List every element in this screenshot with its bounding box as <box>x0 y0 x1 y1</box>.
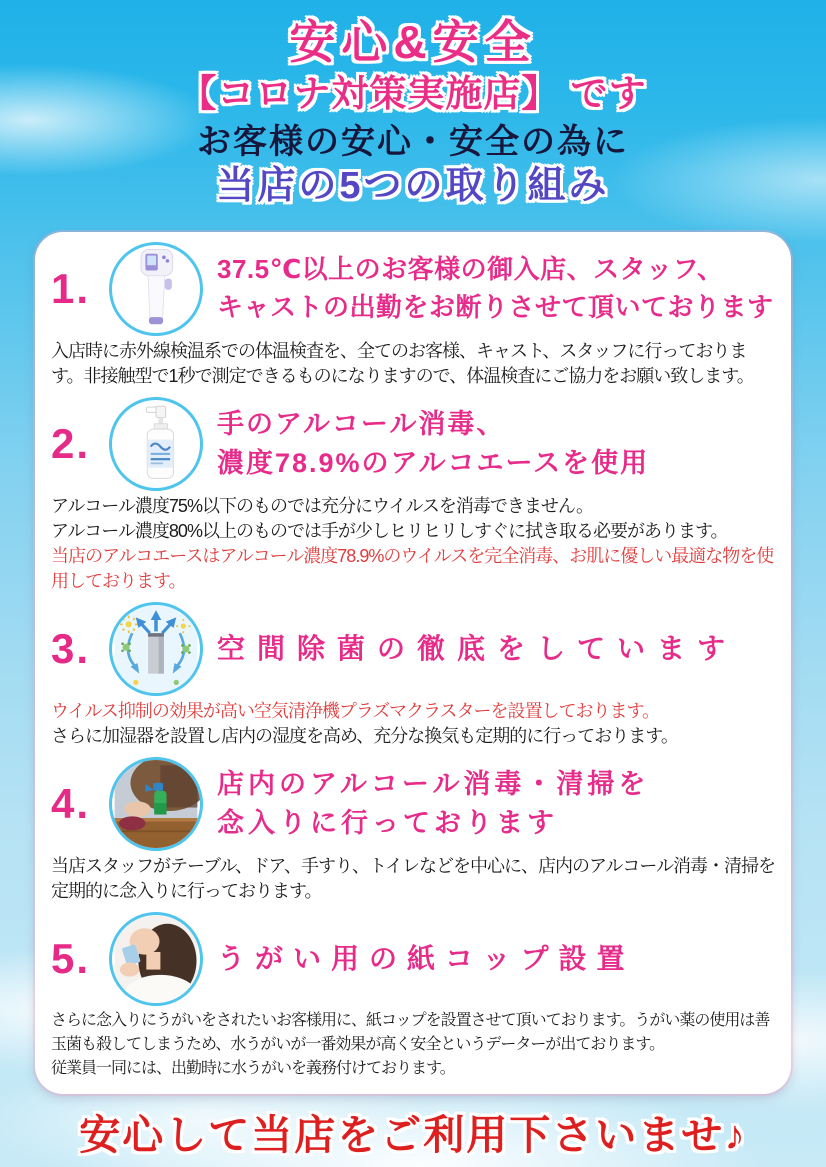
item-5-header <box>51 912 775 1006</box>
item-3-heading-line1: 空間除菌の徹底をしています <box>217 632 738 664</box>
item-3-body <box>51 699 775 749</box>
item-3-paragraph-2: さらに加湿器を設置し店内の湿度を高め、充分な換気も定期的に行っております。 <box>51 726 678 746</box>
item-5-number: 5. <box>51 935 91 982</box>
item-2-body <box>51 494 775 594</box>
item-4-heading-line2: 念入りに行っております <box>217 808 558 838</box>
header-title-line2: 【コロナ対策実施店】 です <box>179 72 647 114</box>
item-3-heading <box>217 629 737 670</box>
item-5-heading <box>217 939 634 980</box>
item-4-body <box>51 854 775 904</box>
item-2-header <box>51 397 775 491</box>
measures-card <box>35 232 791 1094</box>
item-5-paragraph-1: さらに念入りにうがいをされたいお客様用に、紙コップを設置させて頂いております。うがい薬の使用は善玉菌も殺してしまうため、水うがいが一番効果が高く安全というデーターが出ております。 <box>51 1012 770 1053</box>
item-3-number: 3. <box>51 625 91 672</box>
measure-item-air-purification <box>51 602 775 749</box>
item-1-header <box>51 242 775 336</box>
item-4-number: 4. <box>51 780 91 827</box>
item-3-paragraph-1-red: ウイルス抑制の効果が高い空気清浄機プラズマクラスターを設置しております。 <box>51 701 660 721</box>
item-1-heading-line2: キャストの出勤をお断りさせて頂いております <box>217 292 774 322</box>
header <box>0 16 826 208</box>
item-2-paragraph-2: アルコール濃度80%以上のものでは手が少しヒリヒリしすぐに拭き取る必要があります。 <box>51 521 728 541</box>
item-5-paragraph-2: 従業員一同には、出勤時に水うがいを義務付けております。 <box>51 1060 455 1077</box>
item-2-heading-line1: 手のアルコール消毒、 <box>217 408 506 439</box>
item-4-heading <box>217 765 649 843</box>
item-2-paragraph-3-red: 当店のアルコエースはアルコール濃度78.9%のウイルスを完全消毒、お肌に優しい最適な物を使用しております。 <box>51 546 774 591</box>
header-tagline: 当店の5つの取り組み <box>216 164 610 207</box>
item-2-paragraph-1: アルコール濃度75%以下のものでは充分にウイルスを消毒できません。 <box>51 496 593 516</box>
item-5-heading-line1: うがい用の紙コップ設置 <box>217 942 635 974</box>
measure-item-gargle-cups <box>51 912 775 1081</box>
measure-item-hand-sanitizer <box>51 397 775 594</box>
item-1-heading <box>217 251 774 326</box>
item-3-header <box>51 602 775 696</box>
header-subtitle: お客様の安心・安全の為に <box>197 124 629 162</box>
item-1-body <box>51 339 775 389</box>
item-2-heading <box>217 405 649 483</box>
gargling-photo <box>109 912 203 1006</box>
air-purifier-icon <box>109 602 203 696</box>
alcohol-pump-bottle-icon <box>109 397 203 491</box>
footer-message: 安心して当店をご利用下さいませ♪ <box>79 1112 747 1158</box>
header-title-line1: 安心&安全 <box>289 16 537 68</box>
item-1-number: 1. <box>51 265 91 312</box>
item-1-paragraph: 入店時に赤外線検温系での体温検査を、全てのお客様、キャスト、スタッフに行っております。非接触型で1秒で測定できるものになりますので、体温検査にご協力をお願い致します。 <box>51 341 754 386</box>
measure-item-store-cleaning <box>51 757 775 904</box>
item-2-number: 2. <box>51 420 91 467</box>
item-4-paragraph: 当店スタッフがテーブル、ドア、手すり、トイレなどを中心に、店内のアルコール消毒・清掃を定期的に念入りに行っております。 <box>51 856 775 901</box>
infrared-thermometer-icon <box>109 242 203 336</box>
item-4-header <box>51 757 775 851</box>
item-5-body <box>51 1009 775 1081</box>
cleaning-spray-photo <box>109 757 203 851</box>
item-4-heading-line1: 店内のアルコール消毒・清掃を <box>217 768 650 799</box>
measure-item-temperature <box>51 242 775 389</box>
item-2-heading-line2: 濃度78.9%のアルコエースを使用 <box>217 448 650 478</box>
item-1-heading-line1: 37.5℃以上のお客様の御入店、スタッフ、 <box>217 254 724 285</box>
